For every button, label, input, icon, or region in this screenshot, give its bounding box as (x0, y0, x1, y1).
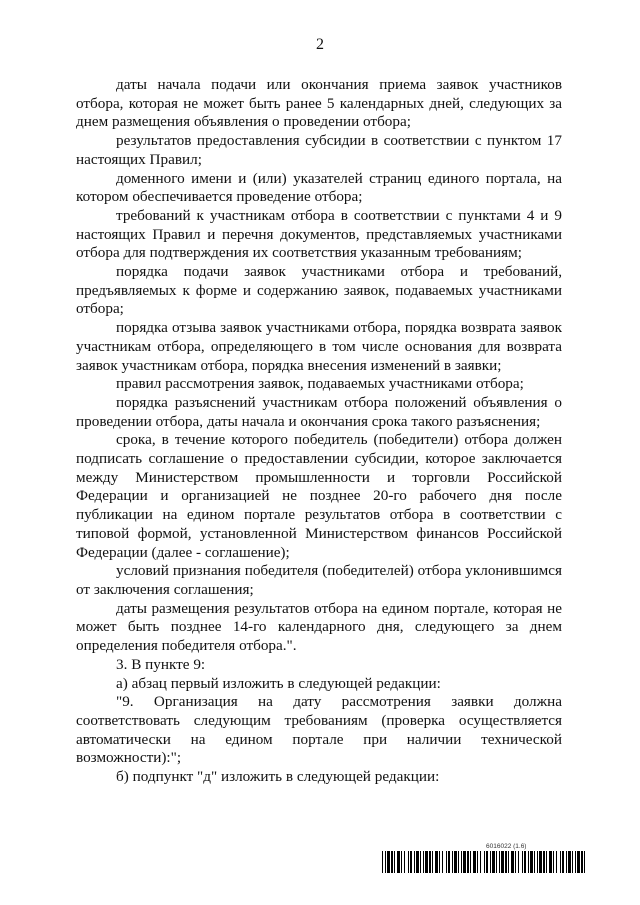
paragraph: б) подпункт "д" изложить в следующей редакции: (116, 768, 440, 786)
document-body (76, 76, 562, 787)
paragraph: доменного имени и (или) указателей страниц единого портала, на котором обеспечивается проведение отбора; (76, 169, 562, 206)
paragraph: даты начала подачи или окончания приема заявок участников отбора, которая не может быть ранее 5 календарных дней, следующих за днем размещения объявления о проведении отбора; (76, 76, 562, 131)
paragraph: даты размещения результатов отбора на едином портале, которая не может быть позднее 14-го календарного дня, следующего за днем определения победителя отбора.". (76, 599, 562, 655)
paragraph: требований к участникам отбора в соответствии с пунктами 4 и 9 настоящих Правил и перечня документов, представляемых участниками отбора для подтверждения их соответствия указанным требованиям; (76, 206, 562, 262)
barcode (382, 851, 587, 873)
paragraph: порядка подачи заявок участниками отбора и требований, предъявляемых к форме и содержанию заявок, подаваемых участниками отбора; (76, 263, 562, 318)
page-number: 2 (316, 36, 324, 53)
paragraph: порядка отзыва заявок участниками отбора, порядка возврата заявок участникам отбора, определяющего в том числе основания для возврата заявок участникам отбора, порядка внесения изменений в заявки; (76, 319, 562, 374)
paragraph: а) абзац первый изложить в следующей редакции: (116, 674, 441, 692)
paragraph: порядка разъяснений участникам отбора положений объявления о проведении отбора, даты начала и окончания срока такого разъяснения; (76, 393, 562, 430)
document-code: 6016022 (1.6) (486, 843, 527, 850)
paragraph: результатов предоставления субсидии в соответствии с пунктом 17 настоящих Правил; (76, 132, 562, 168)
paragraph: правил рассмотрения заявок, подаваемых участниками отбора; (116, 375, 524, 393)
paragraph: срока, в течение которого победитель (победители) отбора должен подписать соглашение о предоставлении субсидии, которое заключается между Министерством промышленности и торговли Российской Федерации и организацией не позднее 20-го рабочего дня после публикации на едином портале результатов отбора в соответствии с типовой формой, установленной Министерством финансов Российской Федерации (далее - соглашение); (76, 431, 562, 561)
paragraph: "9. Организация на дату рассмотрения заявки должна соответствовать следующим требованиям (проверка осуществляется автоматически на едином портале при наличии технической возможности):"; (76, 693, 562, 767)
paragraph: условий признания победителя (победителей) отбора уклонившимся от заключения соглашения; (76, 562, 562, 598)
paragraph: 3. В пункте 9: (116, 655, 206, 673)
